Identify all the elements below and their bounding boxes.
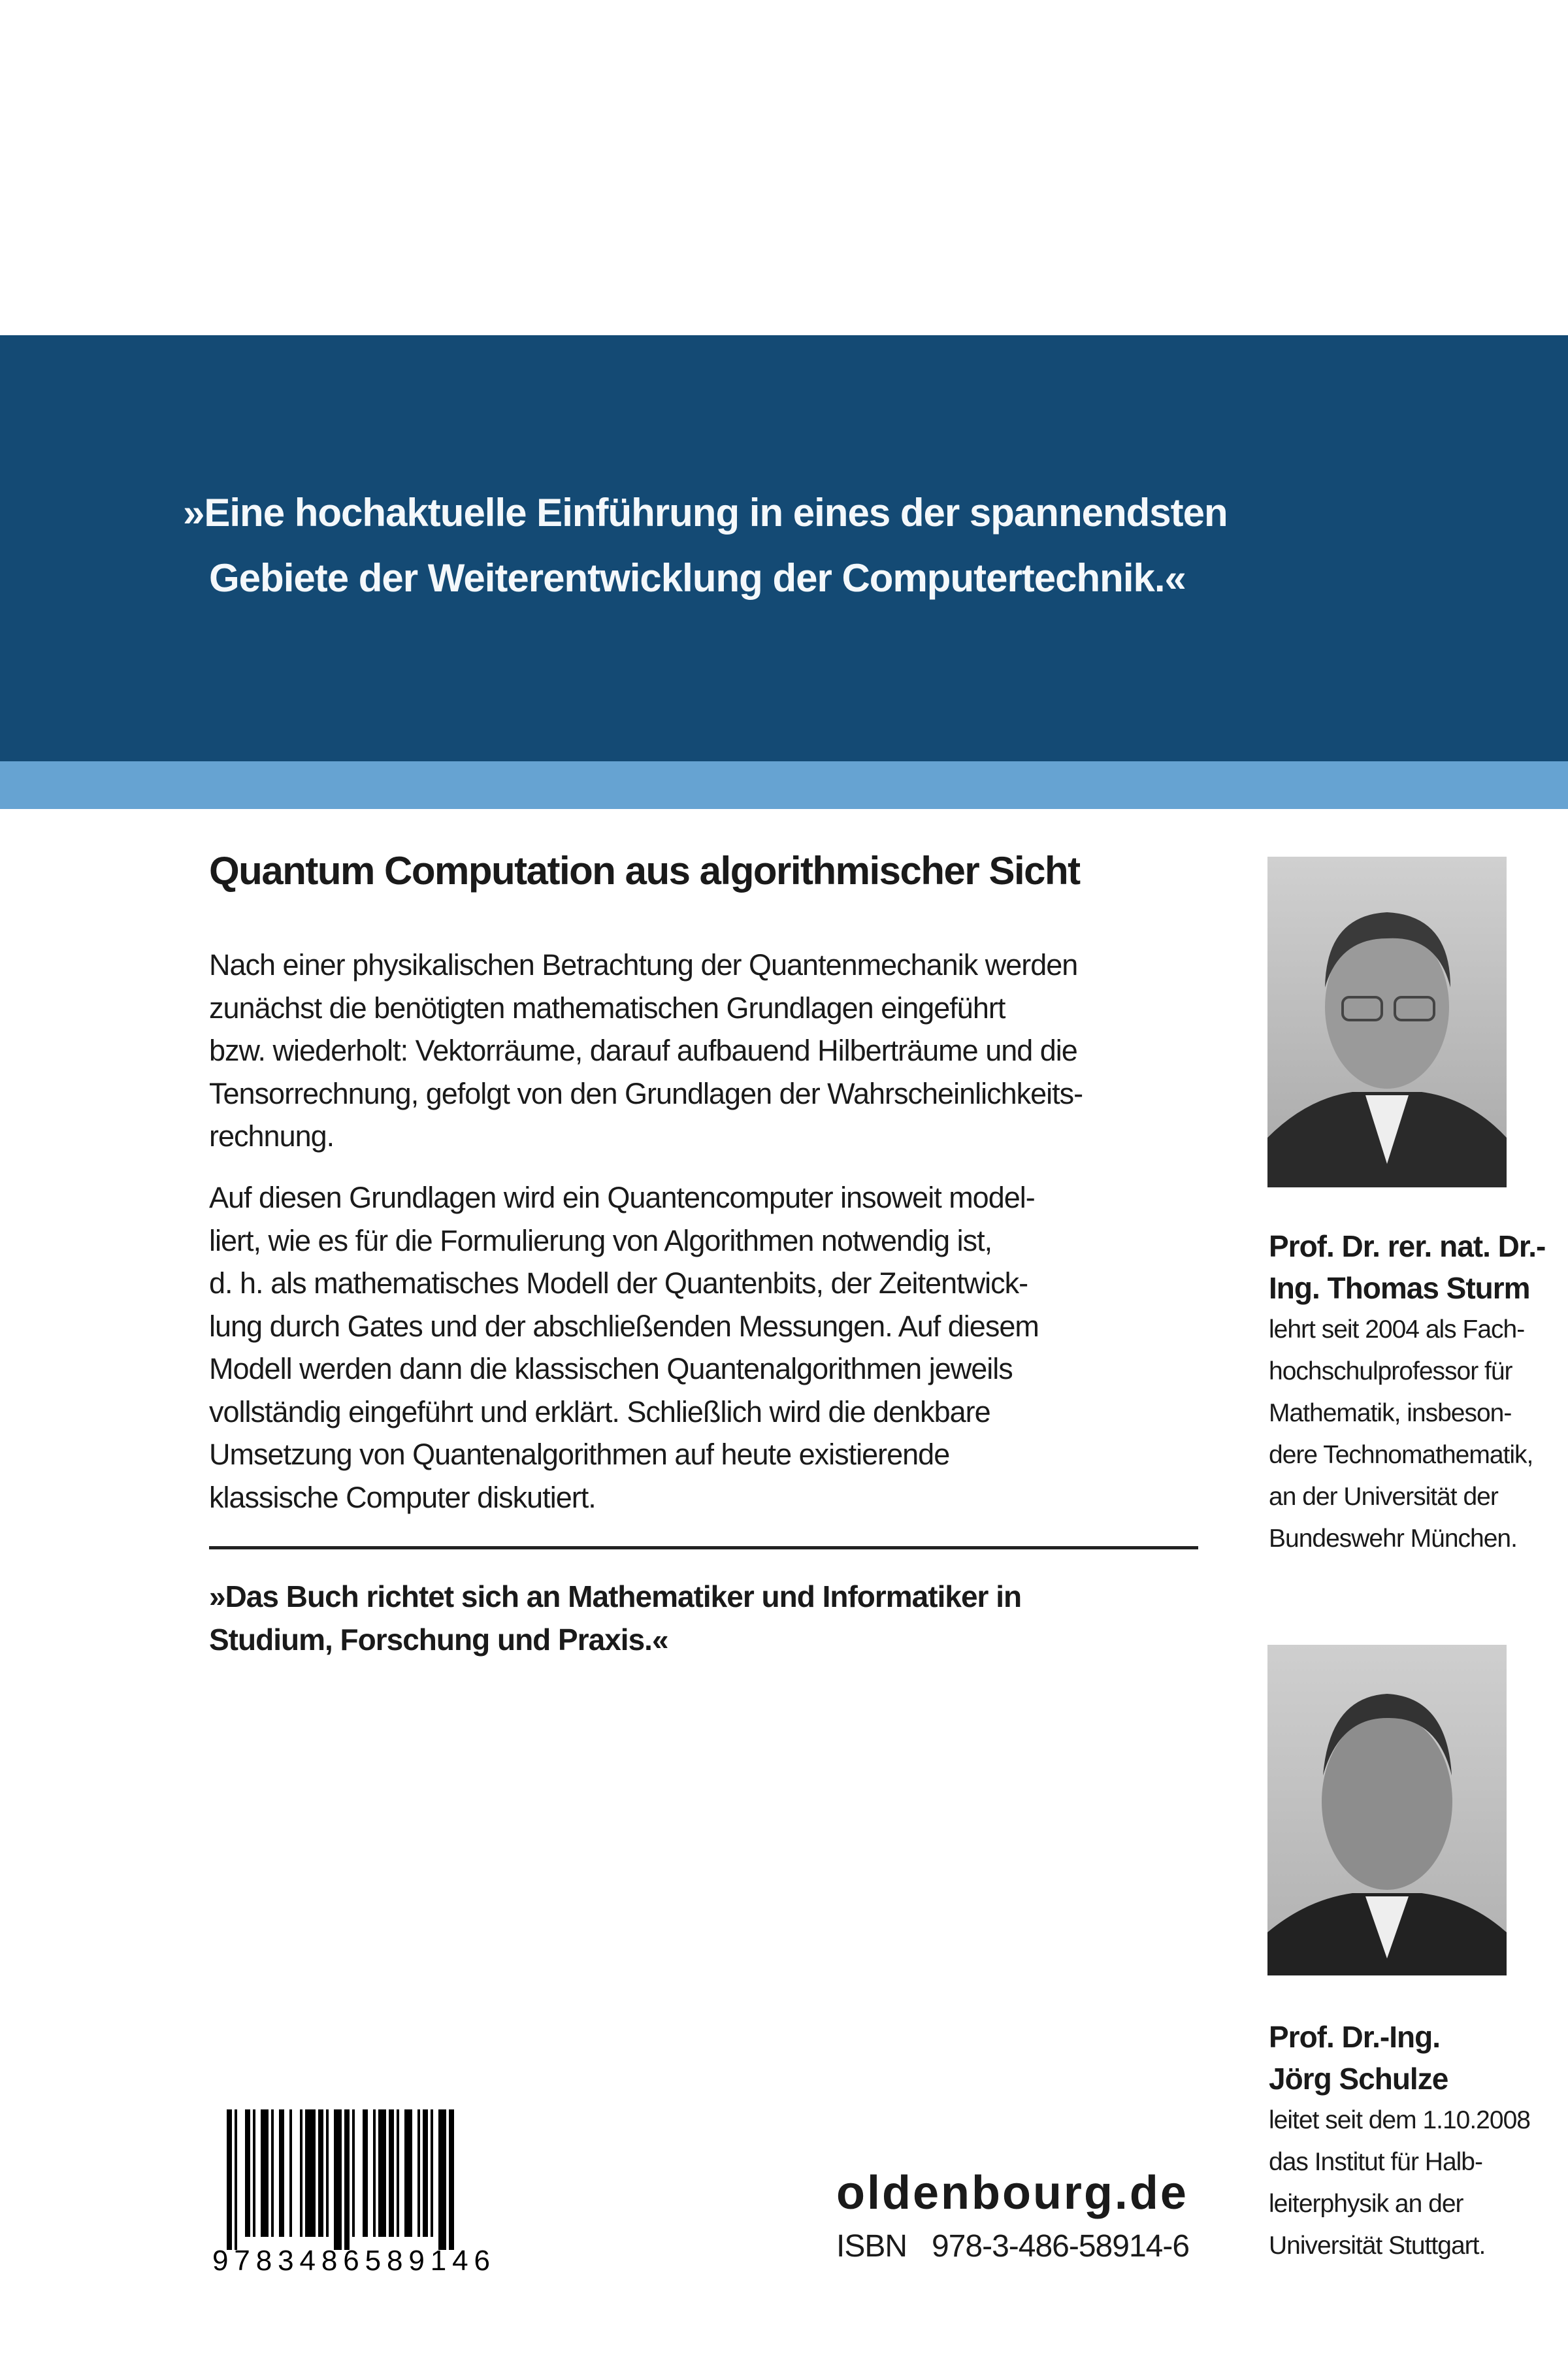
barcode-bar	[423, 2109, 428, 2237]
bio-line: an der Universität der	[1269, 1483, 1498, 1511]
bio-line: Mathematik, insbeson-	[1269, 1399, 1512, 1427]
text-line: Umsetzung von Quantenalgorithmen auf heute existierende	[209, 1438, 950, 1471]
barcode-bar	[227, 2109, 232, 2250]
quote-line: Gebiete der Weiterentwicklung der Computertechnik.«	[209, 556, 1186, 600]
author-name: Prof. Dr.-Ing.	[1269, 2020, 1440, 2054]
author-name: Prof. Dr. rer. nat. Dr.-	[1269, 1229, 1546, 1263]
description-paragraph-2	[209, 1176, 1039, 1519]
barcode-bar	[245, 2109, 250, 2237]
text-line: d. h. als mathematisches Modell der Quantenbits, der Zeitentwick-	[209, 1266, 1028, 1300]
book-title: Quantum Computation aus algorithmischer Sicht	[209, 849, 1080, 893]
barcode-bar	[271, 2109, 274, 2237]
text-line: Nach einer physikalischen Betrachtung der Quantenmechanik werden	[209, 948, 1078, 982]
author-photo-schulze	[1267, 1645, 1507, 1975]
text-line: liert, wie es für die Formulierung von Algorithmen notwendig ist,	[209, 1223, 992, 1257]
divider	[209, 1546, 1198, 1549]
accent-stripe	[0, 761, 1568, 809]
text-line: Modell werden dann die klassischen Quantenalgorithmen jeweils	[209, 1352, 1013, 1385]
text-line: bzw. wiederholt: Vektorräume, darauf aufbauend Hilberträume und die	[209, 1034, 1077, 1067]
barcode-bar	[235, 2109, 237, 2250]
isbn-number: 978-3-486-58914-6	[932, 2229, 1190, 2264]
barcode-bar	[397, 2109, 399, 2237]
text-line: klassische Computer diskutiert.	[209, 1480, 596, 1514]
text-line: Tensorrechnung, gefolgt von den Grundlagen der Wahrscheinlichkeits-	[209, 1076, 1083, 1110]
bio-line: leitet seit dem 1.10.2008	[1269, 2106, 1530, 2134]
bio-line: dere Technomathematik,	[1269, 1441, 1533, 1469]
text-line: vollständig eingeführt und erklärt. Schließlich wird die denkbare	[209, 1395, 990, 1428]
quote-line: »Eine hochaktuelle Einführung in eines der spannendsten	[183, 491, 1228, 535]
barcode-bar	[318, 2109, 323, 2237]
barcode-bar	[253, 2109, 255, 2237]
cover-quote	[183, 480, 1228, 611]
barcode-digits: 9783486589146	[212, 2245, 490, 2273]
author-name: Ing. Thomas Sturm	[1269, 1271, 1530, 1305]
bio-line: Bundeswehr München.	[1269, 1525, 1517, 1553]
text-line: zunächst die benötigten mathematischen Grundlagen eingeführt	[209, 991, 1005, 1025]
isbn	[836, 2228, 1214, 2264]
barcode-bar	[404, 2109, 412, 2237]
author-bio-sturm	[1269, 1225, 1545, 1560]
barcode-bar	[279, 2109, 284, 2237]
bio-line: das Institut für Halb-	[1269, 2148, 1482, 2176]
barcode-bar	[300, 2109, 302, 2237]
author-name: Jörg Schulze	[1269, 2062, 1448, 2096]
barcode-bar	[417, 2109, 420, 2237]
barcode-bar	[261, 2109, 269, 2237]
barcode-bar	[363, 2109, 368, 2237]
barcode-bar	[438, 2109, 446, 2250]
barcode-bar	[326, 2109, 329, 2237]
barcode-bar	[305, 2109, 316, 2237]
text-line: Auf diesen Grundlagen wird ein Quantencomputer insoweit model-	[209, 1181, 1035, 1214]
barcode-bar	[289, 2109, 292, 2237]
bio-line: Universität Stuttgart.	[1269, 2232, 1486, 2260]
author-bio-schulze	[1269, 2016, 1530, 2267]
bio-line: lehrt seit 2004 als Fach-	[1269, 1315, 1525, 1344]
text-line: rechnung.	[209, 1119, 335, 1153]
barcode-bar	[431, 2109, 433, 2237]
author-photo-sturm	[1267, 857, 1507, 1187]
barcode-bar	[352, 2109, 355, 2237]
barcode-bar	[389, 2109, 394, 2237]
bio-line: hochschulprofessor für	[1269, 1357, 1512, 1385]
description-paragraph-1	[209, 944, 1083, 1158]
isbn-barcode	[212, 2109, 493, 2273]
publisher-url: oldenbourg.de	[836, 2167, 1188, 2219]
text-line: lung durch Gates und der abschließenden Messungen. Auf diesem	[209, 1309, 1039, 1343]
audience-quote	[209, 1575, 1021, 1661]
text-line: »Das Buch richtet sich an Mathematiker und Informatiker in	[209, 1579, 1022, 1613]
bio-line: leiterphysik an der	[1269, 2190, 1463, 2218]
barcode-bar	[344, 2109, 350, 2250]
text-line: Studium, Forschung und Praxis.«	[209, 1623, 668, 1657]
barcode-bar	[373, 2109, 376, 2237]
barcode-bar	[334, 2109, 342, 2250]
barcode-bar	[449, 2109, 454, 2250]
barcode-bar	[378, 2109, 386, 2237]
isbn-label: ISBN	[836, 2229, 907, 2264]
